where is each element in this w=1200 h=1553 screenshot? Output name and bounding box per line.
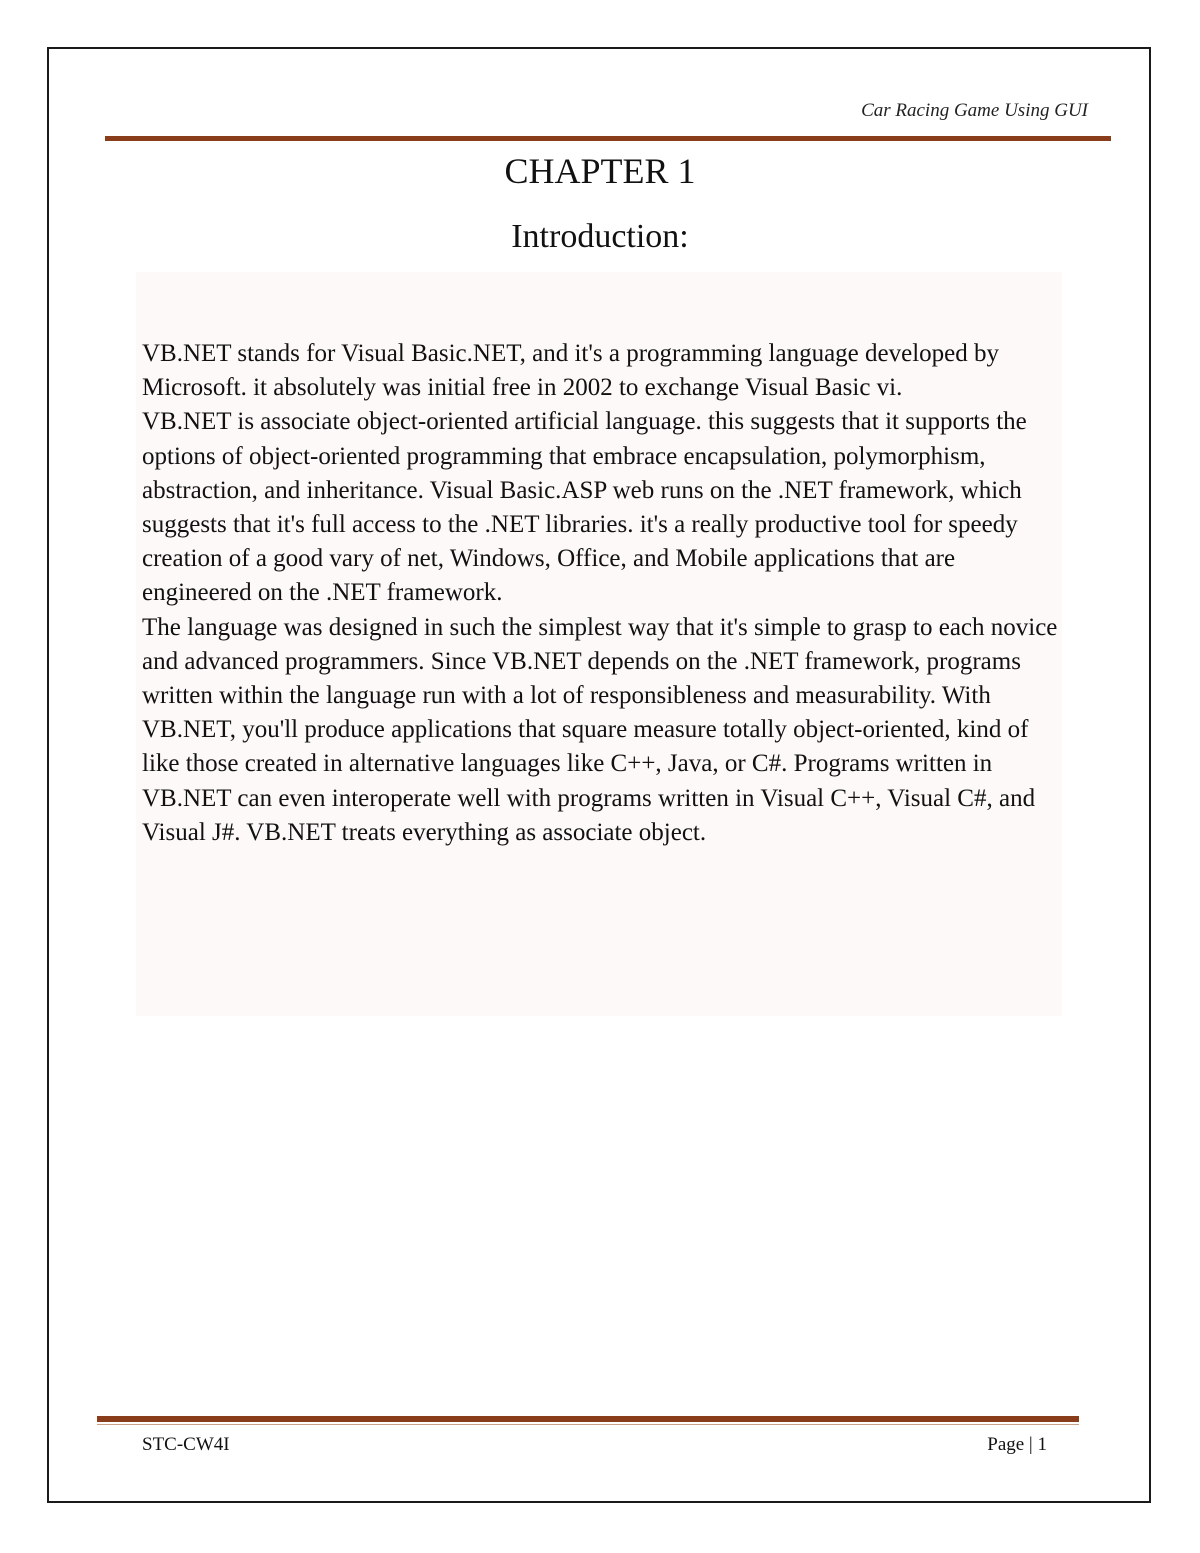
footer-rule-thin [97, 1424, 1079, 1425]
paragraph-object-oriented: VB.NET is associate object-oriented artificial language. this suggests that it supports the options of object-oriented programming that embrace encapsulation, polymorphism, abstraction, and inheritance. Visual Basic.ASP web runs on the .NET framework, which suggests that it's full access to the .NET libraries. it's a really productive tool for speedy creation of a good vary of net, Windows, Office, and Mobile applications that are engineered on the .NET framework. [142, 408, 1027, 607]
paragraph-vbnet-definition: VB.NET stands for Visual Basic.NET, and it's a programming language developed by Microsoft. it absolutely was initial free in 2002 to exchange Visual Basic vi. [142, 340, 999, 402]
footer-doc-code: STC-CW4I [142, 1434, 230, 1455]
body-text [142, 337, 1062, 850]
footer-rule [97, 1416, 1079, 1422]
paragraph-language-design: The language was designed in such the simplest way that it's simple to grasp to each novice and advanced programmers. Since VB.NET depends on the .NET framework, programs written within the language run with a lot of responsibleness and measurability. With VB.NET, you'll produce applications that square measure totally object-oriented, kind of like those created in alternative languages like C++, Java, or C#. Programs written in VB.NET can even interoperate well with programs written in Visual C++, Visual C#, and Visual J#. VB.NET treats everything as associate object. [142, 613, 1058, 846]
running-header-title: Car Racing Game Using GUI [861, 100, 1088, 121]
footer-page-number: Page | 1 [987, 1434, 1047, 1455]
header-rule [105, 136, 1111, 141]
section-title: Introduction: [511, 218, 689, 255]
chapter-heading: CHAPTER 1 [504, 151, 696, 191]
